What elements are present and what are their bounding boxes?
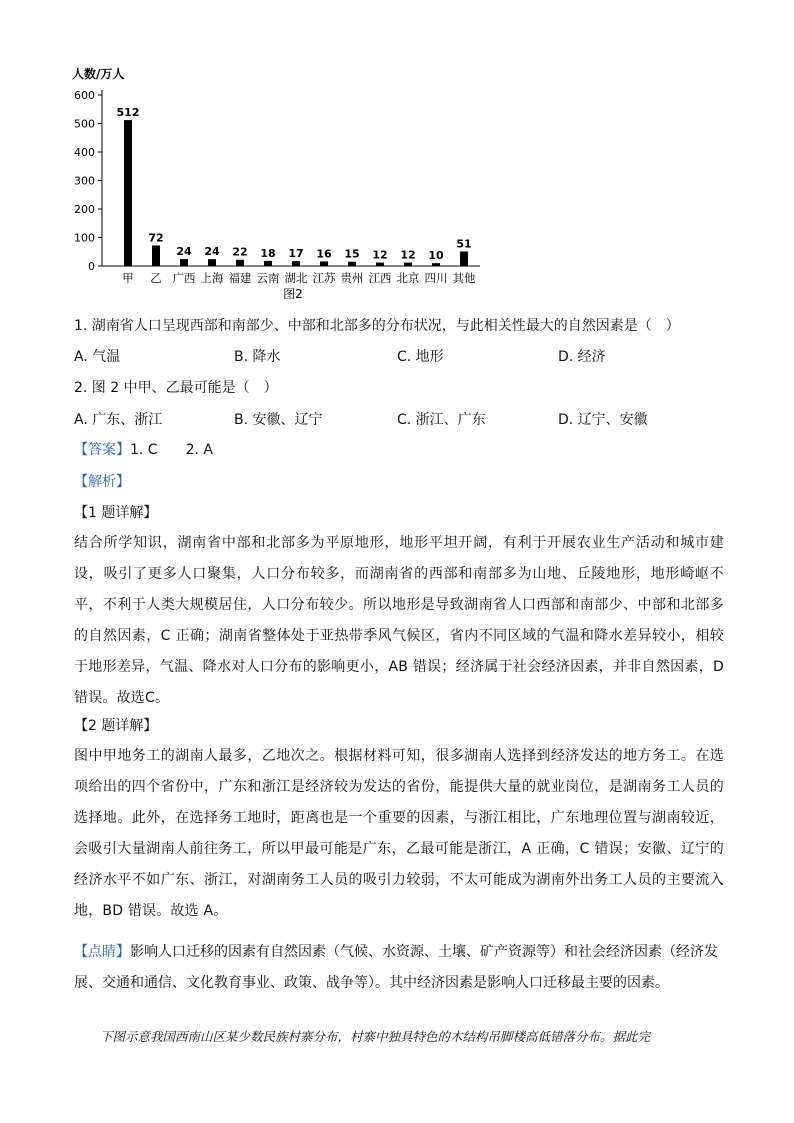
note-paragraph (74, 937, 724, 999)
question-1: 1. 湖南省人口呈现西部和南部少、中部和北部多的分布状况，与此相关性最大的自然因素是（ ） (74, 318, 680, 334)
chart-bars (124, 120, 468, 266)
answer-text: 1. C 2. A (130, 442, 213, 458)
bar-1 (152, 245, 160, 266)
value-label-11: 10 (428, 249, 444, 263)
q1-option-a: A. 气温 (74, 349, 121, 365)
analysis-tag-text: 【解析】 (74, 474, 130, 490)
value-label-1: 72 (148, 231, 164, 245)
q2-option-b: B. 安徽、辽宁 (234, 412, 323, 428)
bar-5 (264, 261, 272, 266)
value-label-9: 12 (372, 248, 388, 262)
y-tick-label-4: 400 (74, 146, 95, 159)
detail1-tag: 【1 题详解】 (74, 505, 158, 521)
q1-option-c: C. 地形 (397, 349, 444, 365)
value-label-10: 12 (400, 248, 416, 262)
y-tick-label-3: 300 (74, 174, 95, 188)
detail1-text: 结合所学知识，湖南省中部和北部多为平原地形，地形平坦开阔，有利于开展农业生产活动和城市建设，吸引了更多人口聚集，人口分布较多，而湖南省的西部和南部多为山地、丘陵地形，地形崎岖不平，不利于人类大规模居住，人口分布较少。所以地形是导致湖南省人口西部和南部少、中部和北部多的自然因素，C 正确；湖南省整体处于亚热带季风气候区，省内不同区域的气温和降水差异较小，相较于地形差异，气温、降水对人口分布的影响更小，AB 错误；经济属于社会经济因素，并非自然因素，D 错误。故选C。 (74, 535, 724, 706)
category-label-6: 湖北 (284, 271, 308, 285)
category-label-11: 四川 (424, 271, 448, 285)
answer-tag: 【答案】 (74, 442, 130, 458)
analysis-tag (74, 472, 130, 492)
bar-8 (348, 262, 356, 266)
y-tick-label-5: 500 (74, 117, 95, 131)
y-tick-label-1: 100 (74, 231, 95, 245)
value-label-5: 18 (260, 246, 276, 260)
answer-line (74, 440, 213, 460)
category-label-10: 北京 (396, 271, 420, 285)
category-label-8: 贵州 (340, 271, 364, 285)
bar-9 (376, 263, 384, 266)
note-tag: 【点睛】 (74, 944, 130, 960)
category-label-9: 江西 (368, 271, 392, 285)
value-label-4: 22 (232, 245, 248, 259)
category-label-12: 其他 (452, 271, 476, 285)
detail2-text: 图中甲地务工的湖南人最多，乙地次之。根据材料可知，很多湖南人选择到经济发达的地方务工。在选项给出的四个省份中，广东和浙江是经济较为发达的省份，能提供大量的就业岗位，是湖南务工人员的选择地。此外，在选择务工地时，距离也是一个重要的因素，与浙江相比，广东地理位置与湖南较近，会吸引大量湖南人前往务工，所以甲最可能是广东，乙最可能是浙江，A 正确，C 错误；安徽、辽宁的经济水平不如广东、浙江，对湖南务工人员的吸引力较弱，不太可能成为湖南外出务工人员的主要流入地，BD 错误。故选 A。 (74, 748, 724, 919)
chart-labels (117, 106, 476, 285)
category-label-7: 江苏 (312, 271, 336, 285)
bar-4 (236, 260, 244, 266)
q1-option-d: D. 经济 (558, 349, 606, 365)
bar-12 (460, 251, 468, 266)
category-label-1: 乙 (150, 271, 162, 285)
bar-7 (320, 261, 328, 266)
bar-2 (180, 259, 188, 266)
q2-option-d: D. 辽宁、安徽 (558, 412, 648, 428)
category-label-3: 上海 (200, 271, 224, 285)
question-2: 2. 图 2 中甲、乙最可能是（ ） (74, 380, 278, 396)
category-label-5: 云南 (256, 271, 280, 285)
value-label-8: 15 (344, 247, 360, 261)
bar-0 (124, 120, 132, 266)
value-label-6: 17 (288, 247, 304, 261)
bar-chart (60, 60, 490, 310)
q1-option-b: B. 降水 (234, 349, 281, 365)
category-label-4: 福建 (228, 271, 252, 285)
bar-6 (292, 261, 300, 266)
bar-11 (432, 263, 440, 266)
y-tick-label-0: 0 (88, 260, 95, 273)
figure-label: 图2 (283, 287, 303, 301)
bar-10 (404, 263, 412, 266)
bar-3 (208, 259, 216, 266)
q2-option-c: C. 浙江、广东 (397, 412, 486, 428)
y-tick-label-6: 600 (74, 89, 95, 102)
category-label-2: 广西 (172, 271, 196, 285)
q2-option-a: A. 广东、浙江 (74, 412, 163, 428)
value-label-12: 51 (456, 237, 472, 251)
note-text: 影响人口迁移的因素有自然因素（气候、水资源、土壤、矿产资源等）和社会经济因素（经济发展、交通和通信、文化教育事业、政策、战争等）。其中经济因素是影响人口迁移最主要的因素。 (74, 944, 718, 991)
next-question-intro: 下图示意我国西南山区某少数民族村寨分布，村寨中独具特色的木结构吊脚楼高低错落分布。据此完 (100, 1029, 651, 1044)
detail2-tag: 【2 题详解】 (74, 718, 158, 734)
value-label-7: 16 (316, 247, 332, 261)
y-axis-label: 人数/万人 (72, 67, 125, 81)
category-label-0: 甲 (122, 271, 134, 285)
y-tick-label-2: 200 (74, 203, 95, 216)
value-label-3: 24 (204, 245, 220, 259)
value-label-2: 24 (176, 245, 192, 259)
value-label-0: 512 (116, 106, 140, 120)
